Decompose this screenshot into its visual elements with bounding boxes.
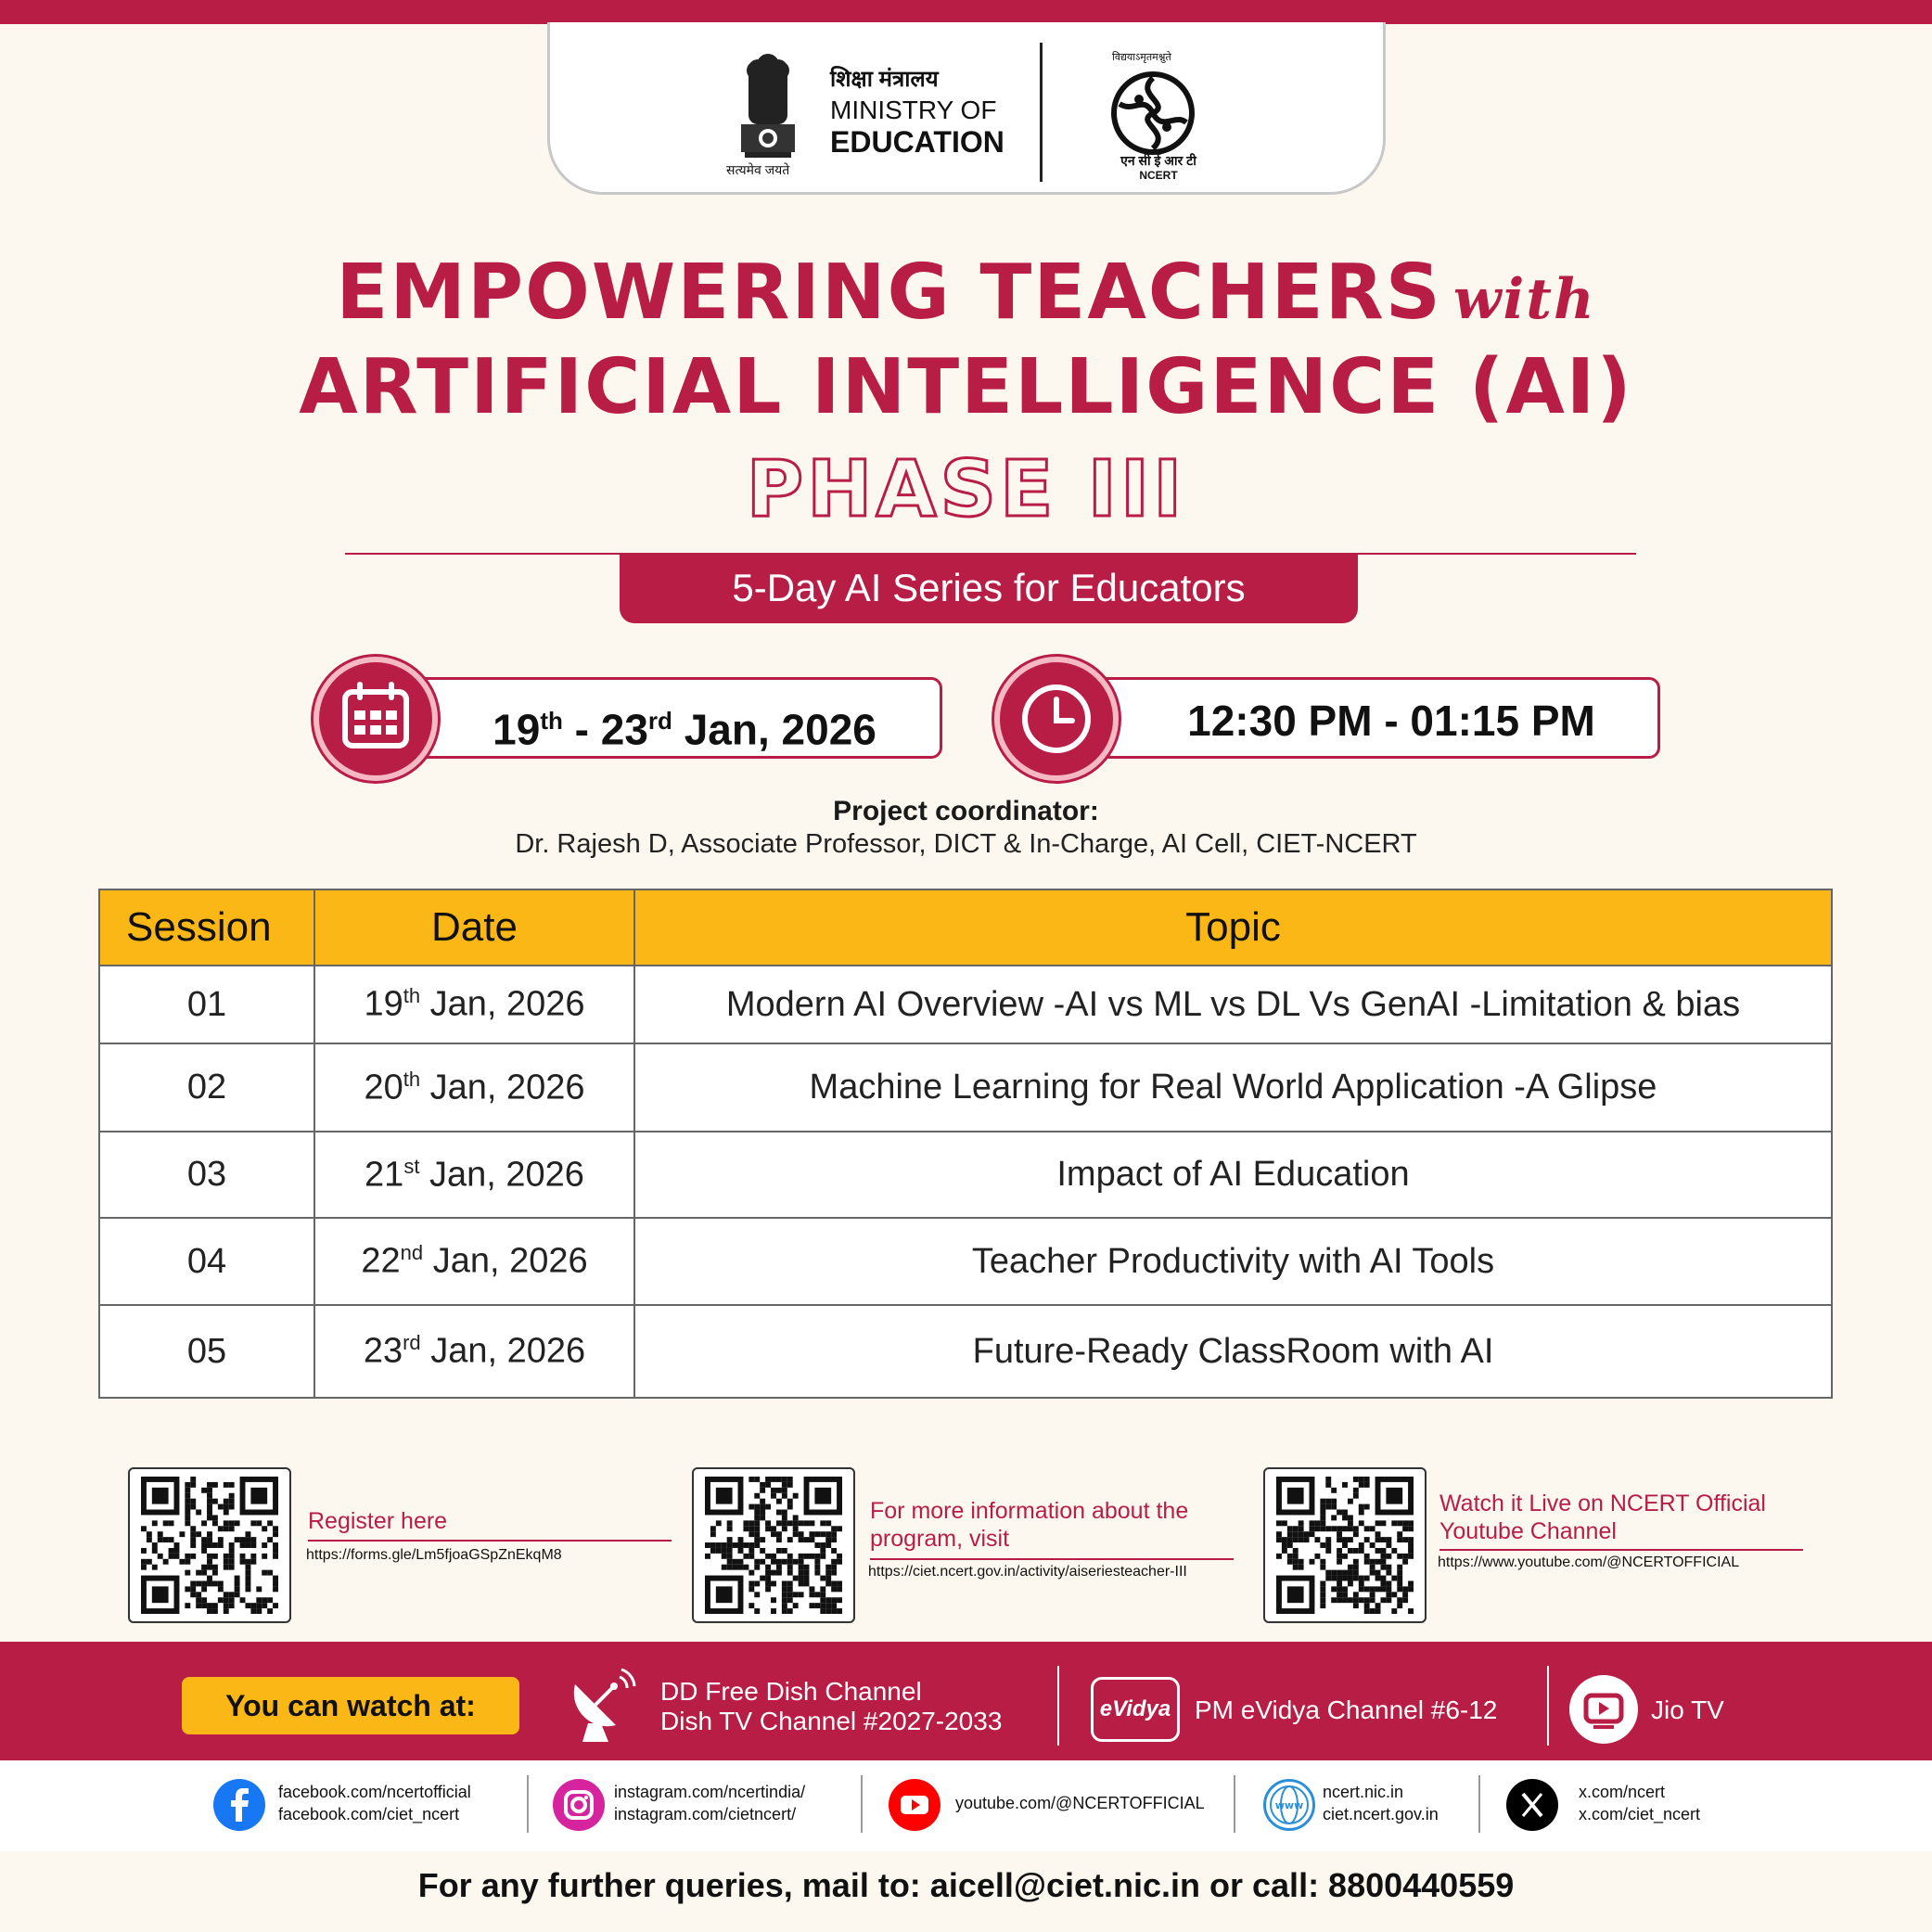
session-date	[314, 1132, 634, 1218]
session-number: 02	[99, 1043, 314, 1132]
date-suffix: th	[403, 1067, 421, 1091]
table-row	[99, 1132, 1832, 1218]
register-qr-code[interactable]	[128, 1467, 291, 1623]
date-month-year: Jan, 2026	[420, 1068, 585, 1107]
session-topic: Future-Ready ClassRoom with AI	[634, 1305, 1832, 1398]
social-divider	[861, 1775, 863, 1833]
instagram-link-1[interactable]: instagram.com/ncertindia/	[614, 1783, 806, 1801]
header-date: Date	[314, 889, 634, 966]
youtube-icon[interactable]	[889, 1779, 940, 1831]
youtube-title-line2: Youtube Channel	[1439, 1518, 1617, 1544]
time-range: 12:30 PM - 01:15 PM	[1187, 697, 1595, 745]
date-suffix: th	[403, 984, 421, 1008]
ncert-hindi: एन सी ई आर टी	[1120, 153, 1196, 168]
date-range	[392, 680, 940, 756]
date-day: 19	[364, 984, 403, 1024]
instagram-link-2[interactable]: instagram.com/cietncert/	[614, 1805, 797, 1823]
header-session: Session	[99, 889, 314, 966]
date-day: 21	[365, 1155, 404, 1195]
contact-footer: For any further queries, mail to: aicell@ciet.nic.in or call: 8800440559	[417, 1866, 1515, 1904]
register-title: Register here	[308, 1508, 448, 1534]
header-topic: Topic	[634, 889, 1832, 966]
register-link[interactable]: https://forms.gle/Lm5fjoaGSpZnEkqM8	[306, 1547, 562, 1563]
band-divider	[1547, 1666, 1549, 1746]
date-month-year: Jan, 2026	[420, 1331, 586, 1371]
youtube-rule	[1439, 1549, 1803, 1551]
date-pill	[390, 677, 942, 759]
watch-label: You can watch at:	[182, 1677, 519, 1734]
www-label: www	[1274, 1799, 1304, 1811]
date-day: 20	[364, 1068, 403, 1107]
date-month-year: Jan, 2026	[419, 1155, 584, 1195]
instagram-icon[interactable]	[553, 1779, 605, 1831]
table-row	[99, 1305, 1832, 1398]
date-end: 23	[600, 705, 648, 754]
coordinator-label: Project coordinator:	[833, 796, 1099, 826]
globe-icon[interactable]	[1263, 1779, 1315, 1831]
website-link-2[interactable]: ciet.ncert.gov.in	[1323, 1805, 1439, 1823]
session-date	[314, 1305, 634, 1398]
logo-card	[547, 22, 1386, 195]
table-row	[99, 1218, 1832, 1305]
youtube-link[interactable]: https://www.youtube.com/@NCERTOFFICIAL	[1438, 1555, 1740, 1570]
dd-free-dish: DD Free Dish Channel	[660, 1677, 922, 1706]
ministry-logo-text	[830, 63, 1004, 160]
info-title-line1: For more information about the	[870, 1498, 1189, 1524]
clock-icon	[994, 657, 1119, 781]
session-date	[314, 966, 634, 1043]
jio-tv-icon	[1569, 1675, 1638, 1744]
session-date	[314, 1043, 634, 1132]
ministry-hindi: शिक्षा मंत्रालय	[830, 67, 939, 92]
session-number: 04	[99, 1218, 314, 1305]
date-end-suffix: rd	[647, 707, 672, 735]
social-divider	[527, 1775, 529, 1833]
calendar-icon	[313, 657, 438, 781]
date-suffix: st	[403, 1154, 420, 1178]
session-topic: Machine Learning for Real World Application -A Glipse	[634, 1043, 1832, 1132]
x-link-2[interactable]: x.com/ciet_ncert	[1579, 1805, 1701, 1823]
youtube-link[interactable]: youtube.com/@NCERTOFFICIAL	[955, 1794, 1205, 1812]
date-month-year: Jan, 2026	[420, 984, 585, 1024]
date-month-year: Jan, 2026	[423, 1241, 588, 1281]
dish-tv: Dish TV Channel #2027-2033	[660, 1707, 1003, 1735]
session-date	[314, 1218, 634, 1305]
info-link[interactable]: https://ciet.ncert.gov.in/activity/aiseriesteacher-III	[868, 1564, 1187, 1580]
date-start-suffix: th	[540, 707, 563, 735]
youtube-qr-code[interactable]	[1263, 1467, 1427, 1623]
top-accent-bar	[0, 0, 1932, 24]
session-topic: Modern AI Overview -AI vs ML vs DL Vs GenAI -Limitation & bias	[634, 966, 1832, 1043]
register-rule	[308, 1540, 672, 1542]
info-qr-code[interactable]	[692, 1467, 855, 1623]
date-suffix: nd	[400, 1241, 424, 1265]
session-number: 03	[99, 1132, 314, 1218]
youtube-title-line1: Watch it Live on NCERT Official	[1439, 1491, 1766, 1516]
satellite-dish-icon	[568, 1668, 636, 1744]
date-start: 19	[493, 705, 541, 754]
date-month-year: Jan, 2026	[672, 705, 876, 754]
info-rule	[870, 1558, 1234, 1560]
date-suffix: rd	[403, 1331, 421, 1355]
info-title-line2: program, visit	[870, 1526, 1010, 1552]
evidya-logo-icon: eVidya	[1091, 1677, 1180, 1742]
session-topic: Impact of AI Education	[634, 1132, 1832, 1218]
time-pill	[1067, 677, 1660, 759]
date-day: 22	[361, 1241, 401, 1281]
title-main: EMPOWERING TEACHERS	[336, 249, 1442, 337]
logo-divider	[1040, 43, 1043, 182]
jio-tv: Jio TV	[1651, 1695, 1724, 1724]
coordinator-name: Dr. Rajesh D, Associate Professor, DICT & In-Charge, AI Cell, CIET-NCERT	[515, 829, 1417, 859]
social-divider	[1478, 1775, 1480, 1833]
title-line-2: ARTIFICIAL INTELLIGENCE (AI)	[299, 343, 1633, 431]
phase-title: PHASE III	[746, 443, 1186, 534]
emblem-motto: सत्यमेव जयते	[726, 162, 790, 177]
session-number: 05	[99, 1305, 314, 1398]
session-topic: Teacher Productivity with AI Tools	[634, 1218, 1832, 1305]
social-divider	[1234, 1775, 1235, 1833]
band-divider	[1057, 1666, 1059, 1746]
table-header-row	[99, 889, 1832, 966]
ministry-line1: MINISTRY OF	[830, 96, 997, 124]
website-link-1[interactable]: ncert.nic.in	[1323, 1783, 1404, 1801]
facebook-link-2[interactable]: facebook.com/ciet_ncert	[278, 1805, 460, 1823]
table-row	[99, 1043, 1832, 1132]
pm-evidya-channel: PM eVidya Channel #6-12	[1195, 1695, 1498, 1724]
x-icon[interactable]	[1506, 1779, 1558, 1831]
session-number: 01	[99, 966, 314, 1043]
ministry-line2: EDUCATION	[830, 125, 1004, 159]
facebook-icon[interactable]	[213, 1779, 265, 1831]
date-separator: -	[562, 705, 601, 754]
title-line-1	[0, 249, 1932, 337]
subtitle-banner: 5-Day AI Series for Educators	[620, 553, 1358, 623]
facebook-link-1[interactable]: facebook.com/ncertofficial	[278, 1783, 471, 1801]
date-day: 23	[363, 1331, 403, 1371]
title-with: with	[1452, 267, 1596, 332]
table-row	[99, 966, 1832, 1043]
schedule-table	[98, 889, 1833, 1399]
ncert-motto: विद्ययाऽमृतमश्नुते	[1112, 52, 1171, 63]
ncert-english: NCERT	[1139, 169, 1178, 182]
x-link-1[interactable]: x.com/ncert	[1579, 1783, 1666, 1801]
